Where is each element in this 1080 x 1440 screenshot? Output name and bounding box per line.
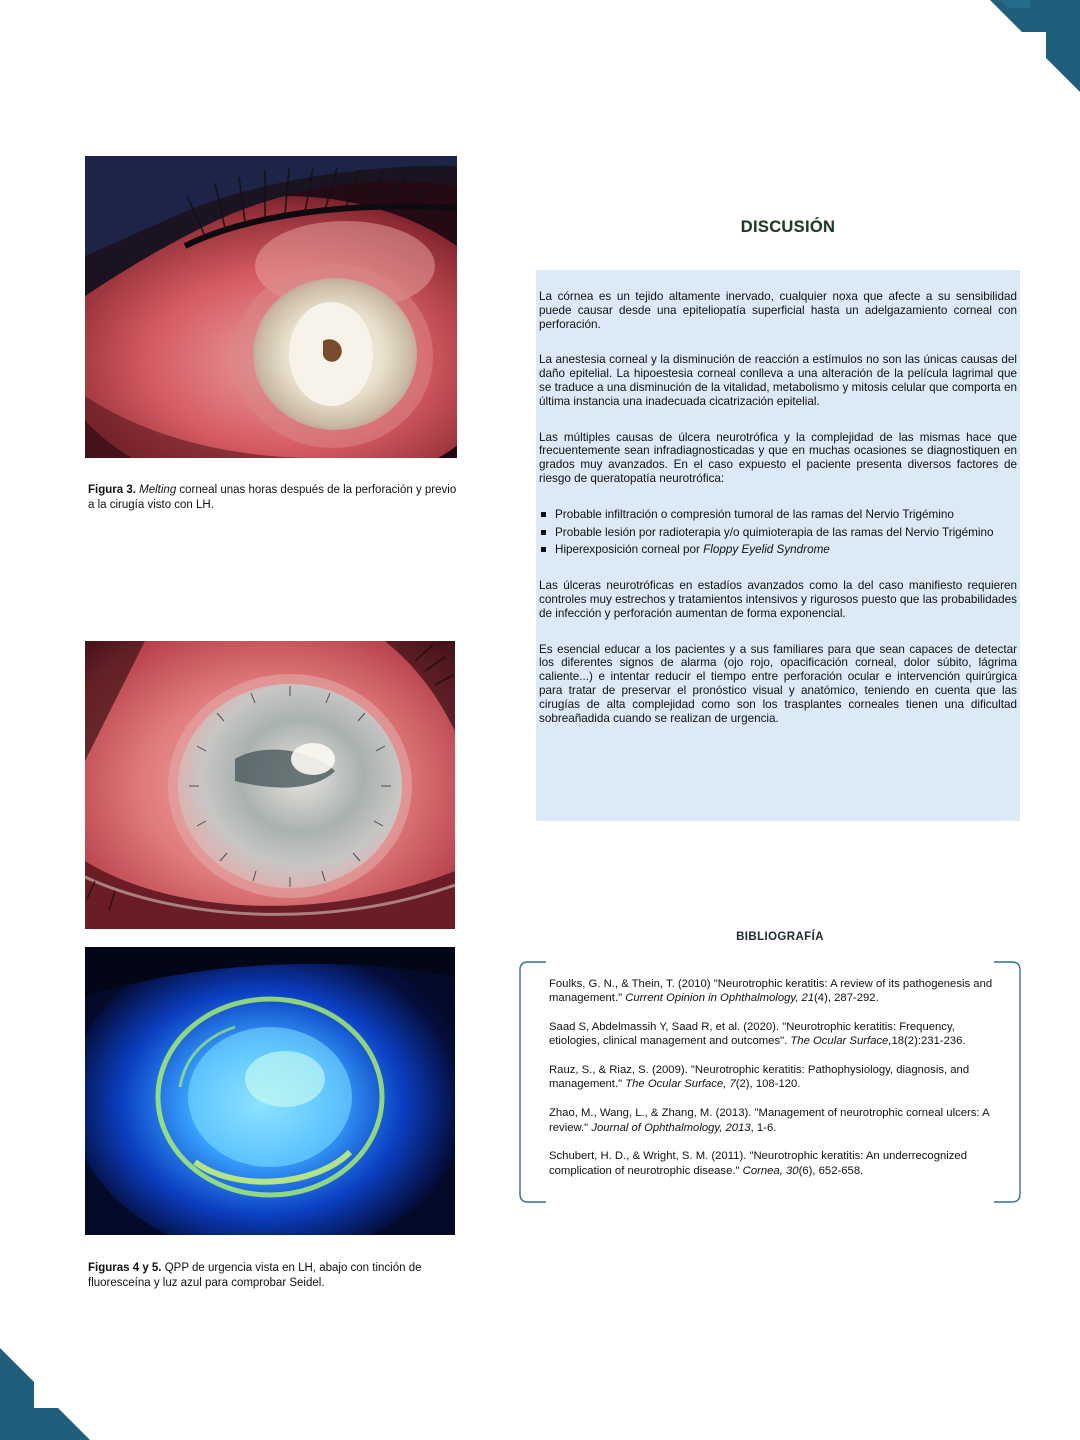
figure-3-caption-label: Figura 3.	[88, 484, 136, 496]
discusion-heading: DISCUSIÓN	[740, 218, 836, 236]
reference-pages: (4), 287-292.	[814, 992, 879, 1005]
discusion-paragraph-4: Las úlceras neurotróficas en estadíos avanzados como la del caso manifiesto requieren controles muy estrechos y tratamientos intensivos y rigurosos puesto que las probabilidades de infección y perforación aumentan de forma exponencial.	[539, 579, 1017, 620]
reference-text: Schubert, H. D., & Wright, S. M. (2011). "Neurotrophic keratitis: An underrecognized complication of neurotrophic disease."	[549, 1150, 967, 1177]
reference-journal: Current Opinion in Ophthalmology, 21	[625, 992, 815, 1005]
reference-text: Zhao, M., Wang, L., & Zhang, M. (2013). "Management of neurotrophic corneal ulcers: A review."	[549, 1107, 989, 1134]
reference-item	[549, 1149, 999, 1178]
figures-4-5-caption-label: Figuras 4 y 5.	[88, 1262, 162, 1274]
bibliografia-heading: BIBLIOGRAFÍA	[736, 931, 824, 943]
reference-pages: 18(2):231-236.	[891, 1035, 966, 1048]
discusion-panel	[536, 270, 1020, 821]
figure-3-caption-text: corneal unas horas después de la perforación y previo a la cirugía visto con LH.	[88, 484, 457, 511]
figure-5-photo	[85, 947, 455, 1235]
reference-journal: Cornea, 30	[742, 1164, 799, 1177]
risk-factor-item: Probable lesión por radioterapia y/o quimioterapia de las ramas del Nervio Trigémino	[539, 526, 1017, 540]
corner-decoration-bottom-left	[0, 1348, 90, 1440]
reference-item	[549, 1020, 999, 1049]
figure-3-caption-italic: Melting	[139, 484, 177, 496]
corner-decoration-top-right	[990, 0, 1080, 92]
bibliografia-list	[549, 977, 999, 1192]
figure-3-photo	[85, 156, 457, 458]
figure-4-photo	[85, 641, 455, 929]
discusion-paragraph-5: Es esencial educar a los pacientes y a sus familiares para que sean capaces de detectar los diferentes signos de alarma (ojo rojo, opacificación corneal, dolor súbito, lágrima caliente...) e intentar reducir el tiempo entre perforación ocular e intervención quirúrgica para tratar de preservar el pronóstico visual y anatómico, teniendo en cuenta que las cirugías de alta complejidad como son los trasplantes corneales tienen una dificultad sobreañadida cuando se realizan de urgencia.	[539, 642, 1017, 725]
reference-pages: , 1-6.	[750, 1121, 777, 1134]
discusion-paragraph-1: La córnea es un tejido altamente inervado, cualquier noxa que afecte a su sensibilidad puede causar desde una epiteliopatía superficial hasta un adelgazamiento corneal con perforación.	[539, 290, 1017, 331]
discusion-paragraph-2: La anestesia corneal y la disminución de reacción a estímulos no son las únicas causas del daño epitelial. La hipoestesia corneal conlleva a una alteración de la película lagrimal que se traduce a una disminución de la vitalidad, metabolismo y mitosis celular que comporta en última instancia una inadecuada cicatrización epitelial.	[539, 353, 1017, 408]
risk-factor-item: Probable infiltración o compresión tumoral de las ramas del Nervio Trigémino	[539, 508, 1017, 522]
risk-factor-list	[539, 508, 1017, 557]
reference-text: Foulks, G. N., & Thein, T. (2010) "Neurotrophic keratitis: A review of its pathogenesis and management."	[549, 978, 993, 1005]
figure-3-caption	[88, 483, 458, 513]
risk-factor-item	[539, 543, 1017, 557]
reference-text: Saad S, Abdelmassih Y, Saad R, et al. (2020). "Neurotrophic keratitis: Frequency, etiologies, clinical management and outcomes".	[549, 1021, 955, 1048]
figures-4-5-caption	[88, 1261, 458, 1291]
discusion-paragraph-3: Las múltiples causas de úlcera neurotrófica y la complejidad de las mismas hace que frecuentemente sean infradiagnosticadas y que en muchas ocasiones se diagnostiquen en grados muy avanzados. En el caso expuesto el paciente presenta diversos factores de riesgo de queratopatía neurotrófica:	[539, 430, 1017, 485]
reference-item	[549, 977, 999, 1006]
reference-text: Rauz, S., & Riaz, S. (2009). "Neurotrophic keratitis: Pathophysiology, diagnosis, and management."	[549, 1064, 970, 1091]
reference-journal: Journal of Ophthalmology, 2013	[591, 1121, 751, 1134]
figures-4-5-caption-text: QPP de urgencia vista en LH, abajo con tinción de fluoresceína y luz azul para comprobar Seidel.	[88, 1262, 422, 1289]
risk-factor-text: Hiperexposición corneal por	[555, 543, 704, 557]
reference-journal: The Ocular Surface, 7	[625, 1078, 736, 1091]
risk-factor-italic: Floppy Eyelid Syndrome	[703, 543, 830, 557]
reference-pages: (2), 108-120.	[735, 1078, 801, 1091]
reference-pages: (6), 652-658.	[798, 1164, 864, 1177]
reference-item	[549, 1063, 999, 1092]
reference-journal: The Ocular Surface,	[790, 1035, 892, 1048]
reference-item	[549, 1106, 999, 1135]
